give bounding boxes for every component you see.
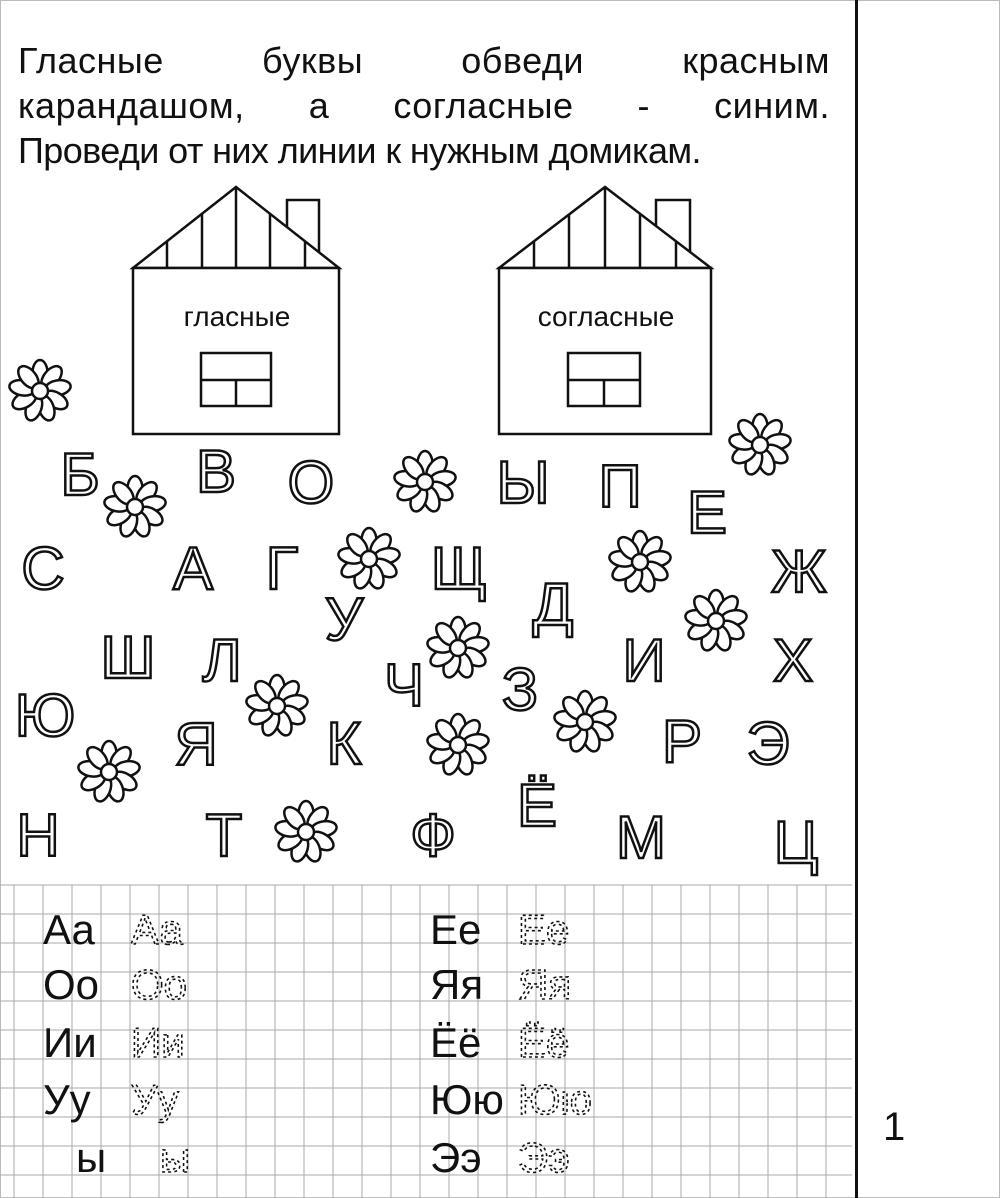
letter-s[interactable]: С: [21, 535, 65, 602]
trace-pair[interactable]: Ее: [518, 906, 570, 953]
trace-pair[interactable]: ы: [160, 1134, 191, 1181]
letter-i[interactable]: И: [622, 627, 666, 694]
sample-pair: Ёё: [430, 1019, 482, 1066]
sample-pair: Ии: [43, 1019, 97, 1066]
letter-kh[interactable]: Х: [772, 627, 814, 694]
trace-pair[interactable]: Оо: [131, 961, 188, 1008]
flower-icon: [608, 531, 672, 594]
letter-v[interactable]: В: [195, 438, 237, 505]
letter-e[interactable]: Э: [746, 710, 790, 777]
flower-icon: [103, 476, 167, 539]
letter-p[interactable]: П: [598, 453, 642, 520]
letter-ya[interactable]: Я: [174, 711, 218, 778]
letter-zh[interactable]: Ж: [771, 538, 827, 605]
sample-pair: Ее: [430, 906, 482, 953]
letter-r[interactable]: Р: [661, 708, 703, 775]
letter-yu[interactable]: Ю: [14, 682, 76, 749]
flower-icon: [337, 528, 401, 591]
flower-icon: [426, 714, 490, 777]
flower-icon: [553, 691, 617, 754]
letter-m[interactable]: М: [616, 804, 666, 871]
letter-a[interactable]: А: [172, 535, 214, 602]
letter-shch[interactable]: Щ: [430, 535, 488, 602]
house-label-consonants: согласные: [537, 301, 675, 332]
trace-pair[interactable]: Уу: [131, 1076, 179, 1123]
sample-pair: ы: [76, 1134, 107, 1181]
instruction-line-2: карандашом, а согласные - синим.: [18, 85, 830, 126]
letter-g[interactable]: Г: [265, 535, 299, 602]
sample-pair: Юю: [430, 1076, 504, 1123]
letter-ts[interactable]: Ц: [773, 809, 819, 876]
letter-d[interactable]: Д: [532, 571, 574, 638]
instruction-line-1: Гласные буквы обведи красным: [18, 40, 830, 81]
flower-icon: [274, 801, 338, 864]
letter-yo[interactable]: Ё: [516, 772, 558, 839]
sample-pair: Аа: [43, 906, 95, 953]
letter-f[interactable]: Ф: [410, 802, 456, 869]
letter-o[interactable]: О: [287, 449, 335, 516]
flower-icon: [77, 741, 141, 804]
flower-icon: [393, 451, 457, 514]
trace-pair[interactable]: Ёё: [518, 1019, 570, 1066]
instruction-line-3: Проведи от них линии к нужным домикам.: [18, 130, 701, 171]
flower-icon: [8, 360, 72, 423]
letter-t[interactable]: Т: [205, 802, 243, 869]
flower-icon: [245, 675, 309, 738]
letter-k[interactable]: К: [326, 710, 362, 777]
trace-pair[interactable]: Аа: [131, 906, 183, 953]
sample-pair: Ээ: [430, 1134, 482, 1181]
house-wall: [499, 268, 711, 434]
letter-n[interactable]: Н: [16, 802, 60, 869]
letter-l[interactable]: Л: [202, 627, 242, 694]
page-number: 1: [883, 1105, 906, 1149]
house-wall: [133, 268, 339, 434]
trace-pair[interactable]: Юю: [518, 1076, 592, 1123]
letter-ye[interactable]: Е: [686, 479, 728, 546]
sample-pair: Яя: [430, 961, 484, 1008]
letter-ch[interactable]: Ч: [384, 652, 424, 719]
sample-pair: Оо: [43, 961, 100, 1008]
letter-b[interactable]: Б: [60, 441, 100, 508]
sample-pair: Уу: [43, 1076, 91, 1123]
letter-z[interactable]: З: [501, 656, 539, 723]
flower-icon: [426, 617, 490, 680]
trace-pair[interactable]: Ии: [131, 1019, 185, 1066]
trace-pair[interactable]: Ээ: [518, 1134, 570, 1181]
flower-icon: [728, 414, 792, 477]
letter-y[interactable]: Ы: [496, 449, 550, 516]
trace-pair[interactable]: Яя: [518, 961, 572, 1008]
letter-u[interactable]: У: [324, 586, 364, 653]
copy-practice: [43, 906, 592, 1181]
handwriting-grid: [0, 885, 852, 1198]
letter-sh[interactable]: Ш: [100, 624, 156, 691]
house-label-vowels: гласные: [183, 301, 291, 332]
flower-icon: [684, 590, 748, 653]
